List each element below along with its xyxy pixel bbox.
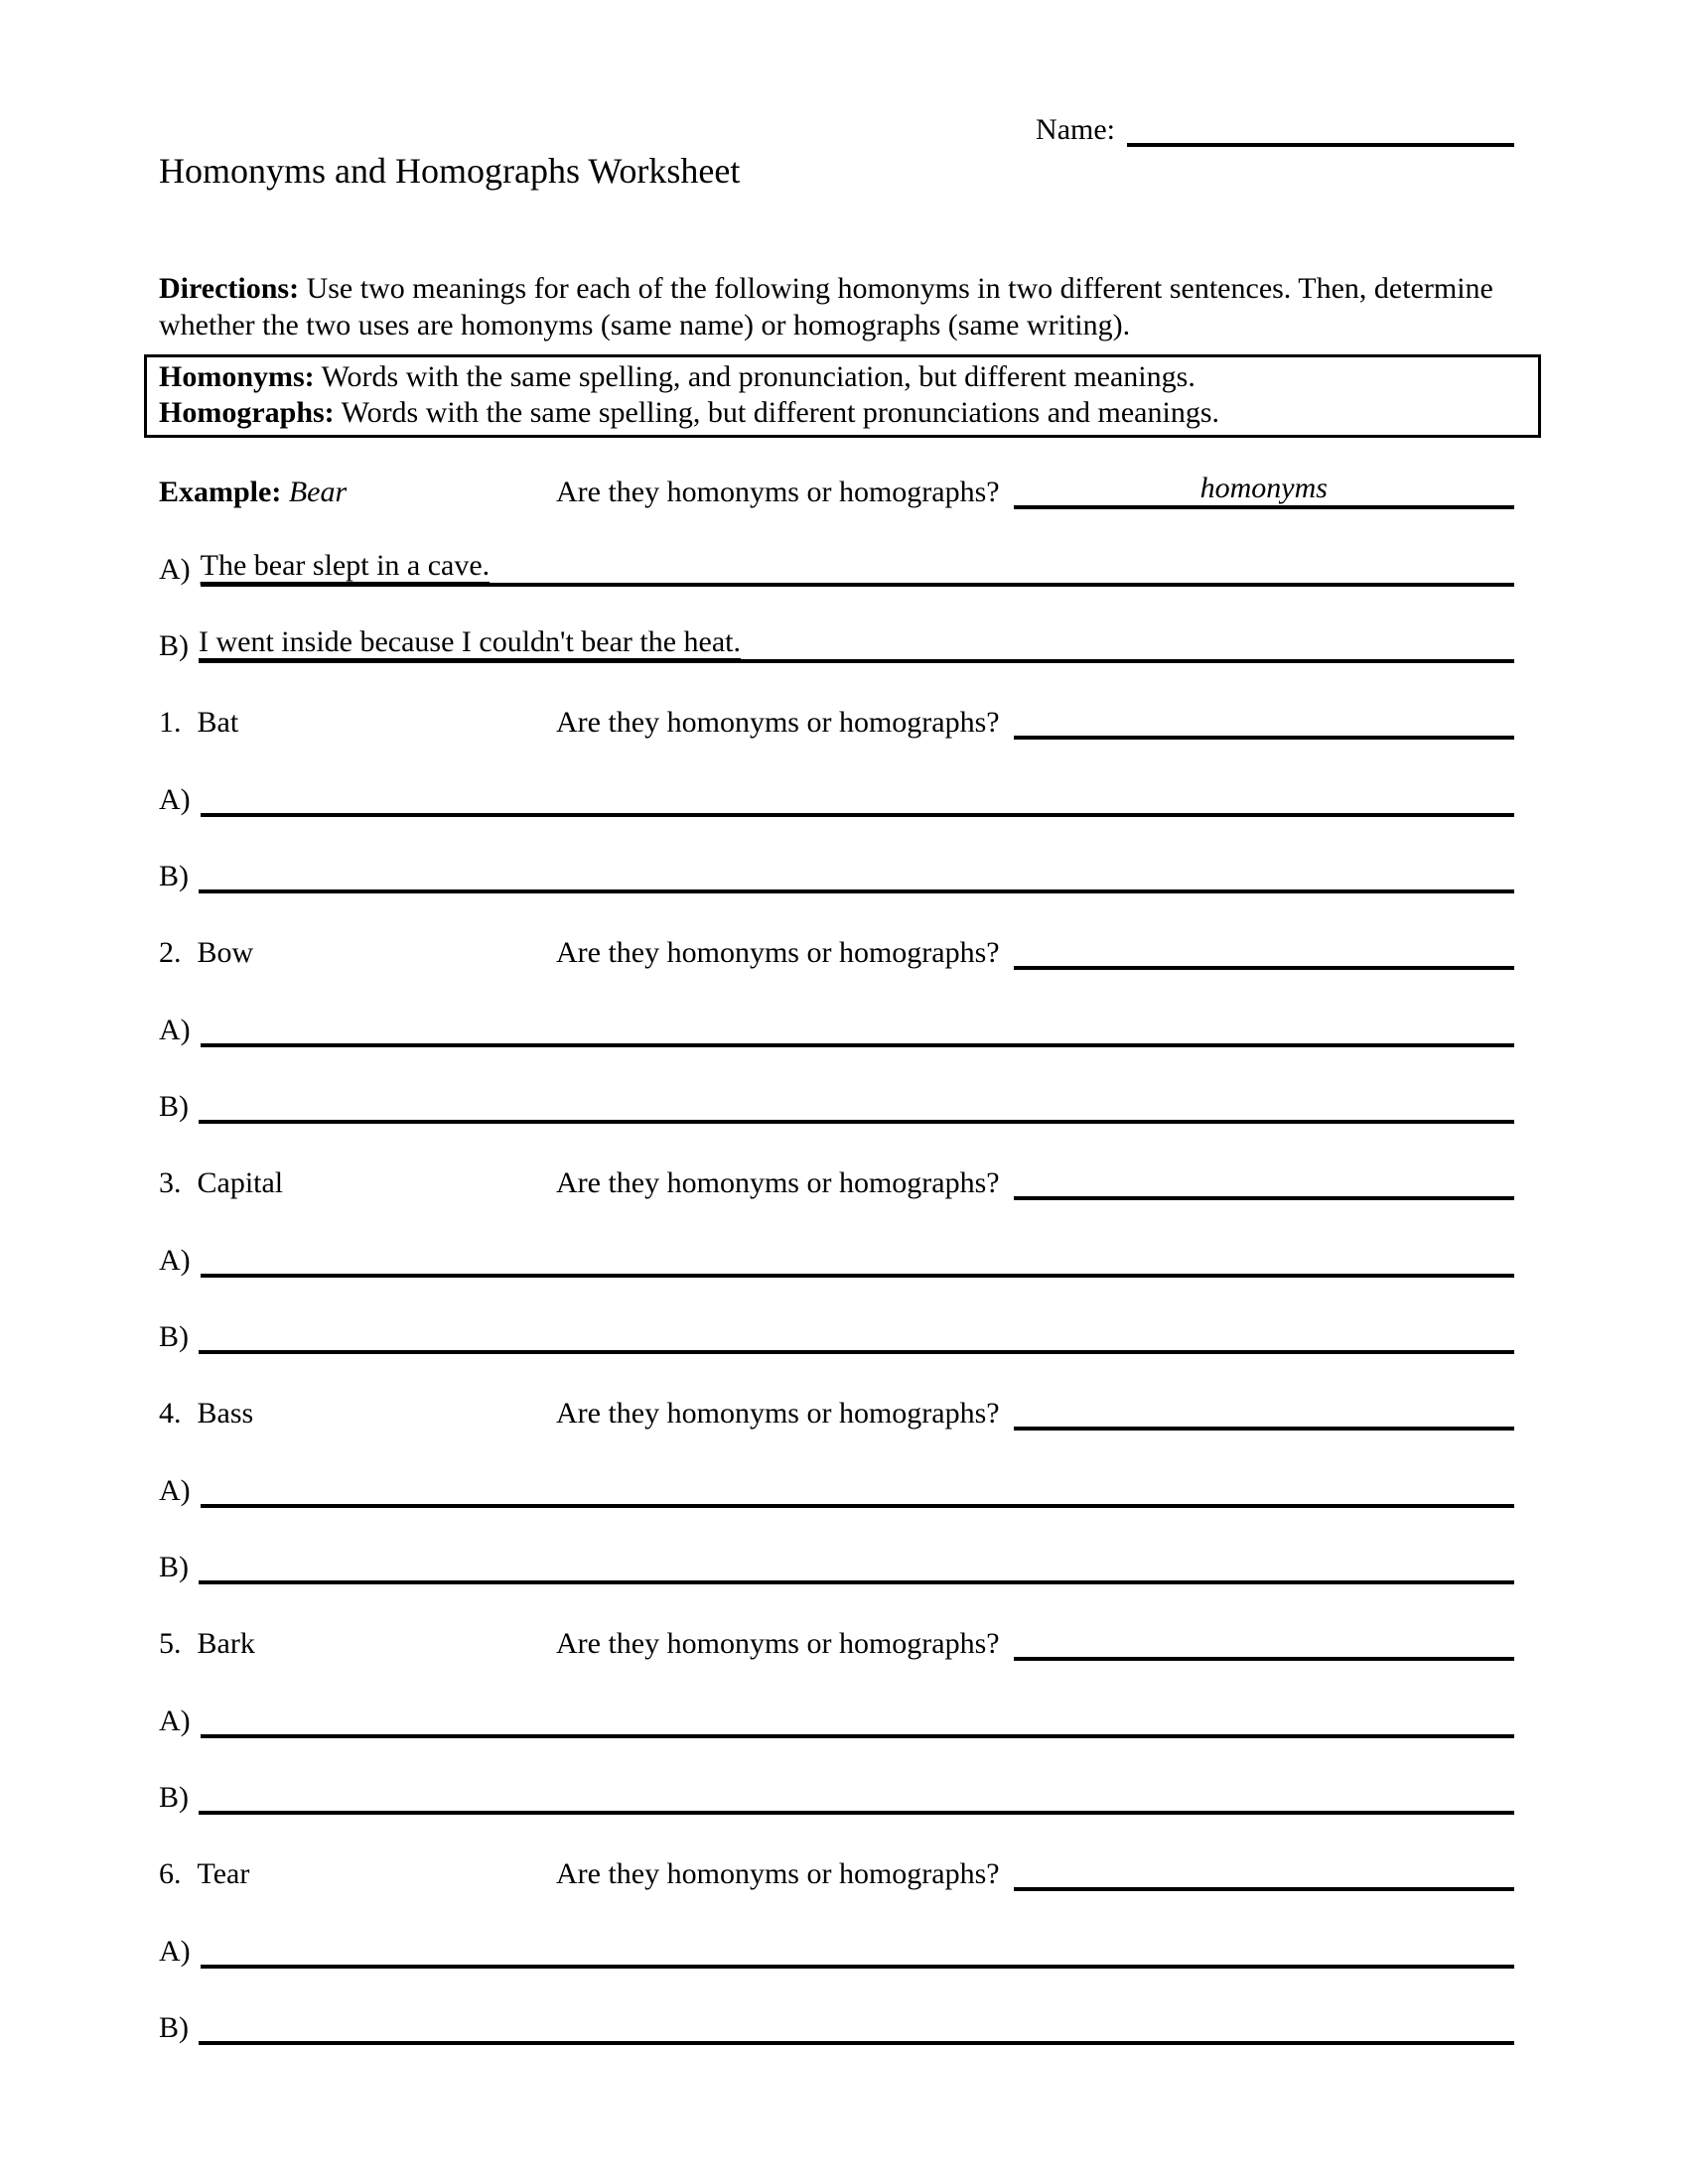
sentence-a-label: A) (159, 1935, 191, 1968)
example-sentence-a: The bear slept in a cave. (200, 549, 491, 582)
question-word: Bass (197, 1397, 254, 1430)
sentence-a-label: A) (159, 1705, 191, 1737)
sentence-b-row (159, 2005, 1514, 2045)
question-prompt: Are they homonyms or homographs? (556, 476, 1000, 508)
answer-blank-line (1014, 1853, 1514, 1891)
sentence-a-row (159, 1008, 1514, 1047)
sentence-b-label: B) (159, 860, 189, 892)
example-answer: homonyms (1191, 472, 1337, 509)
question-number: 3. (159, 1166, 182, 1199)
sentence-a-row (159, 1929, 1514, 1969)
question-number: 6. (159, 1857, 182, 1890)
sentence-a-label: A) (159, 1244, 191, 1277)
answer-blank-line (1014, 932, 1514, 970)
question-left (159, 1166, 556, 1200)
example-word: Bear (288, 476, 348, 508)
homonyms-definition-label: Homonyms: (159, 360, 315, 393)
question-heading-row (159, 1391, 1514, 1431)
example-sentence-a-row (159, 547, 1514, 587)
question-block-4 (159, 1391, 1514, 1584)
sentence-a-blank-line (201, 1931, 1514, 1969)
question-word: Bark (197, 1627, 255, 1660)
sentence-b-label: B) (159, 1320, 189, 1353)
sentence-b-row (159, 1084, 1514, 1124)
question-prompt: Are they homonyms or homographs? (556, 1627, 1000, 1660)
question-left (159, 1627, 556, 1661)
sentence-a-label: A) (159, 1474, 191, 1507)
answer-blank-line (1014, 1623, 1514, 1661)
homographs-definition-text: Words with the same spelling, but different pronunciations and meanings. (341, 396, 1220, 429)
sentence-b-label: B) (159, 1781, 189, 1814)
sentence-b-row (159, 1314, 1514, 1354)
sentence-a-label: A) (159, 1014, 191, 1046)
sentence-b-blank-line (199, 1547, 1514, 1584)
example-label: Example: (159, 476, 282, 508)
example-sentence-a-line (201, 549, 1514, 587)
question-prompt: Are they homonyms or homographs? (556, 1166, 1000, 1199)
definitions-box (144, 354, 1541, 438)
sentence-a-label: A) (159, 783, 191, 816)
sentence-b-blank-line (199, 1777, 1514, 1815)
sentence-a-blank-line (201, 1010, 1514, 1047)
sentence-a-row (159, 777, 1514, 817)
question-prompt: Are they homonyms or homographs? (556, 936, 1000, 969)
sentence-b-row (159, 1775, 1514, 1815)
answer-blank-line (1014, 1393, 1514, 1431)
sentence-b-label: B) (159, 2011, 189, 2044)
question-left (159, 706, 556, 740)
question-word: Tear (197, 1857, 250, 1890)
sentence-b-blank-line (199, 1086, 1514, 1124)
question-heading-row (159, 1160, 1514, 1200)
question-number: 1. (159, 706, 182, 739)
worksheet-title: Homonyms and Homographs Worksheet (159, 151, 741, 191)
question-heading-row (159, 700, 1514, 740)
directions-text: Use two meanings for each of the following homonyms in two different sentences. Then, determine whether the two uses are homonyms (same name) or homographs (same writing). (159, 272, 1493, 341)
directions-paragraph (159, 270, 1514, 343)
sentence-b-label: B) (159, 1551, 189, 1583)
question-word: Capital (197, 1166, 284, 1199)
sentence-b-blank-line (199, 856, 1514, 893)
question-block-3 (159, 1160, 1514, 1354)
sentence-b-blank-line (199, 2007, 1514, 2045)
question-block-6 (159, 1851, 1514, 2045)
example-answer-line (1014, 472, 1514, 509)
example-block (159, 470, 1514, 663)
name-row (159, 107, 1514, 147)
answer-blank-line (1014, 702, 1514, 740)
sentence-b-row (159, 1545, 1514, 1584)
sentence-a-blank-line (201, 1240, 1514, 1278)
example-left (159, 476, 556, 509)
question-left (159, 1857, 556, 1891)
question-word: Bat (197, 706, 239, 739)
example-sentence-b: I went inside because I couldn't bear the heat. (199, 625, 742, 658)
sentence-a-blank-line (201, 779, 1514, 817)
sentence-a-blank-line (201, 1701, 1514, 1738)
sentence-b-blank-line (199, 1316, 1514, 1354)
question-number: 2. (159, 936, 182, 969)
name-label: Name: (1036, 113, 1115, 146)
question-block-2 (159, 930, 1514, 1124)
question-number: 5. (159, 1627, 182, 1660)
homographs-definition-label: Homographs: (159, 396, 335, 429)
question-prompt: Are they homonyms or homographs? (556, 1857, 1000, 1890)
question-word: Bow (197, 936, 254, 969)
question-prompt: Are they homonyms or homographs? (556, 706, 1000, 739)
answer-blank-line (1014, 1162, 1514, 1200)
homonyms-definition (159, 359, 1528, 395)
question-heading-row (159, 1851, 1514, 1891)
sentence-a-row (159, 1468, 1514, 1508)
question-left (159, 1397, 556, 1431)
example-sentence-b-row (159, 623, 1514, 663)
sentence-a-row (159, 1699, 1514, 1738)
directions-label: Directions: (159, 272, 300, 305)
sentence-b-row (159, 854, 1514, 893)
question-left (159, 936, 556, 970)
sentence-a-row (159, 1238, 1514, 1278)
question-prompt: Are they homonyms or homographs? (556, 1397, 1000, 1430)
name-blank-line (1127, 109, 1514, 147)
homonyms-definition-text: Words with the same spelling, and pronunciation, but different meanings. (321, 360, 1196, 393)
sentence-a-label: A) (159, 553, 191, 586)
question-number: 4. (159, 1397, 182, 1430)
question-block-1 (159, 700, 1514, 893)
question-heading-row (159, 1621, 1514, 1661)
example-sentence-b-line (199, 625, 1514, 663)
homographs-definition (159, 395, 1528, 431)
sentence-b-label: B) (159, 629, 189, 662)
question-block-5 (159, 1621, 1514, 1815)
example-heading-row (159, 470, 1514, 509)
question-heading-row (159, 930, 1514, 970)
sentence-a-blank-line (201, 1470, 1514, 1508)
sentence-b-label: B) (159, 1090, 189, 1123)
